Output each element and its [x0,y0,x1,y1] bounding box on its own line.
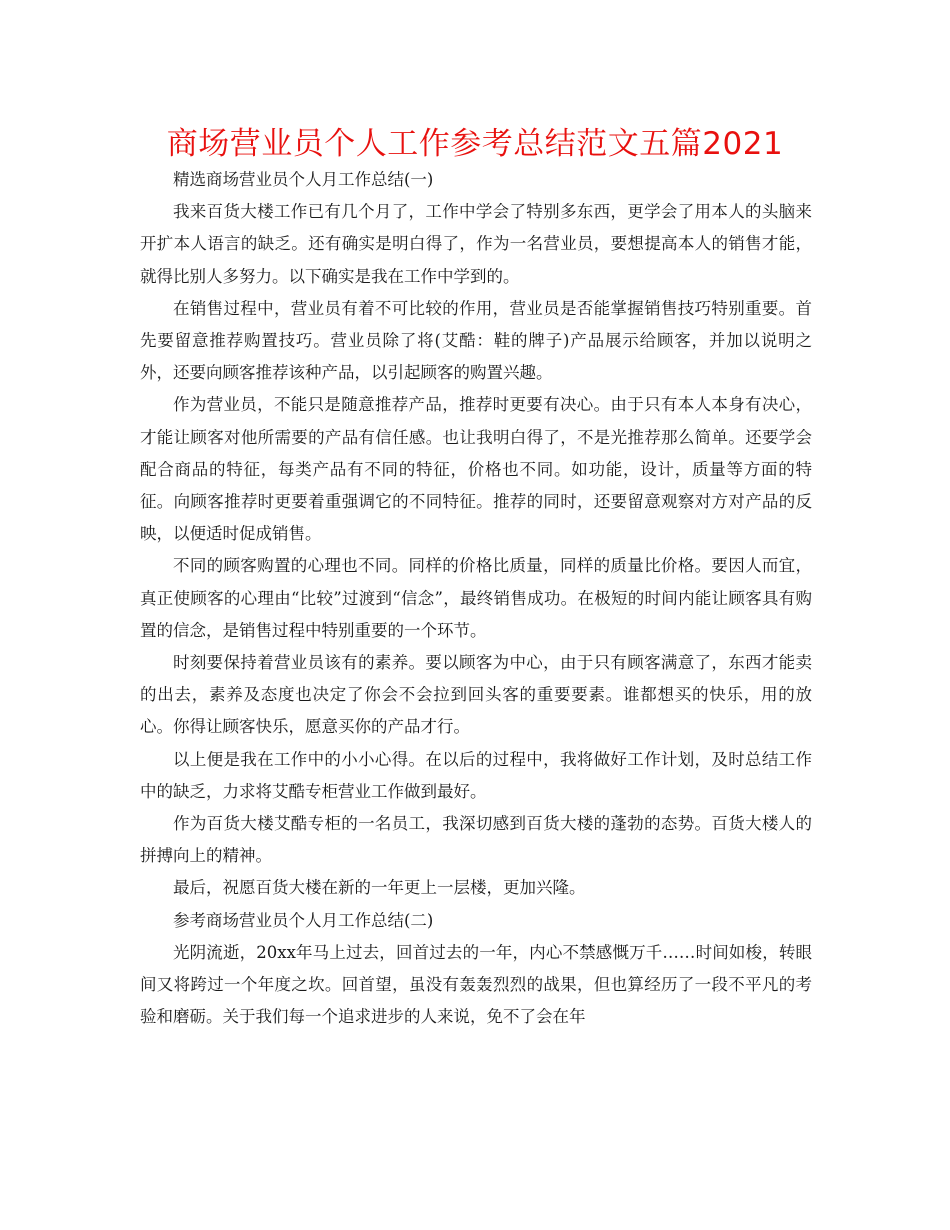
paragraph: 我来百货大楼工作已有几个月了，工作中学会了特别多东西，更学会了用本人的头脑来开扩本人语言的缺乏。还有确实是明白得了，作为一名营业员，要想提高本人的销售才能，就得比别人多努力。以下确实是我在工作中学到的。 [140,202,812,286]
paragraph: 作为百货大楼艾酷专柜的一名员工，我深切感到百货大楼的蓬勃的态势。百货大楼人的拼搏向上的精神。 [140,814,812,866]
paragraph: 光阴流逝，20xx年马上过去，回首过去的一年，内心不禁感慨万千……时间如梭，转眼间又将跨过一个年度之坎。回首望，虽没有轰轰烈烈的战果，但也算经历了一段不平凡的考验和磨砺。关于我们每一个追求进步的人来说，免不了会在年 [140,942,812,1027]
paragraph: 时刻要保持着营业员该有的素养。要以顾客为中心，由于只有顾客满意了，东西才能卖的出去，素养及态度也决定了你会不会拉到回头客的重要要素。谁都想买的快乐，用的放心。你得让顾客快乐，愿意买你的产品才行。 [140,653,812,737]
section-heading-1: 精选商场营业员个人月工作总结(一) [173,170,434,189]
paragraph: 在销售过程中，营业员有着不可比较的作用，营业员是否能掌握销售技巧特别重要。首先要留意推荐购置技巧。营业员除了将(艾酷：鞋的牌子)产品展示给顾客，并加以说明之外，还要向顾客推荐该种产品，以引起顾客的购置兴趣。 [140,298,812,383]
paragraph: 不同的顾客购置的心理也不同。同样的价格比质量，同样的质量比价格。要因人而宜，真正使顾客的心理由“比较”过渡到“信念”，最终销售成功。在极短的时间内能让顾客具有购置的信念，是销售过程中特别重要的一个环节。 [140,556,812,640]
section-heading-2: 参考商场营业员个人月工作总结(二) [173,910,434,930]
paragraph: 作为营业员，不能只是随意推荐产品，推荐时更要有决心。由于只有本人本身有决心，才能让顾客对他所需要的产品有信任感。也让我明白得了，不是光推荐那么简单。还要学会配合商品的特征，每类产品有不同的特征，价格也不同。如功能，设计，质量等方面的特征。向顾客推荐时更要着重强调它的不同特征。推荐的同时，还要留意观察对方对产品的反映，以便适时促成销售。 [140,395,812,544]
paragraph: 以上便是我在工作中的小小心得。在以后的过程中，我将做好工作计划，及时总结工作中的缺乏，力求将艾酷专柜营业工作做到最好。 [140,749,812,801]
document-body [140,164,812,1033]
document-title: 商场营业员个人工作参考总结范文五篇2021 [166,126,784,162]
paragraph: 最后，祝愿百货大楼在新的一年更上一层楼，更加兴隆。 [173,878,586,898]
